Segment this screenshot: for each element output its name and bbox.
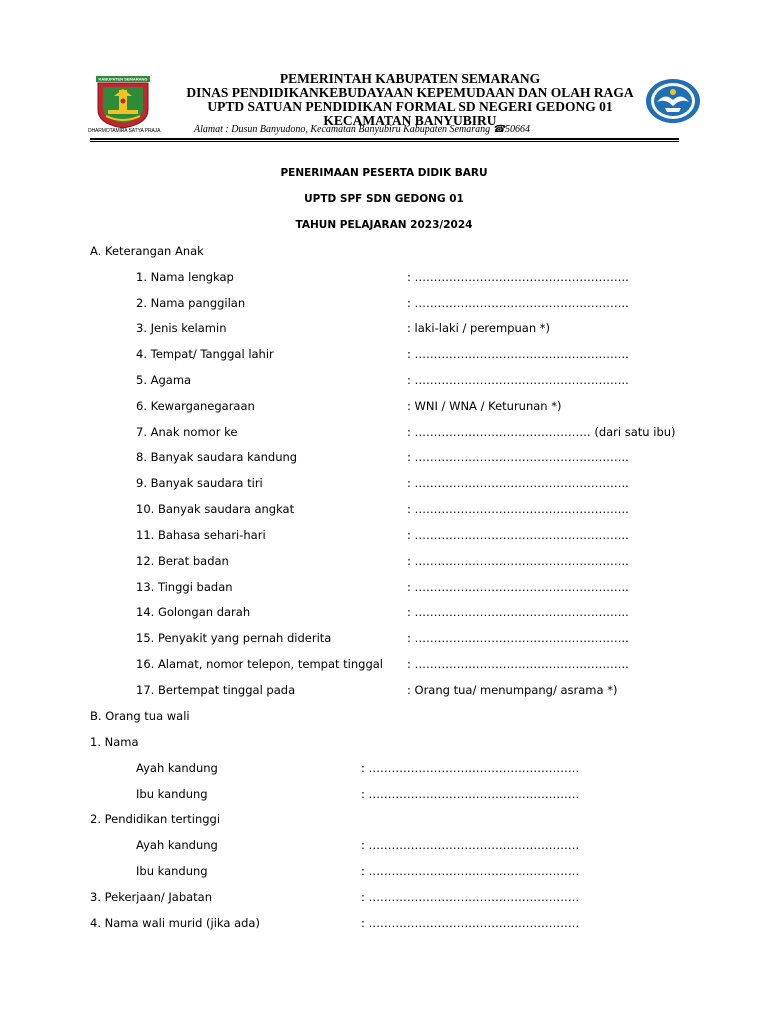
- education-heading: 2. Pendidikan tertinggi: [90, 812, 221, 826]
- field-label: 8. Banyak saudara kandung: [136, 450, 298, 464]
- field-value: : ………………………………………………..: [407, 657, 629, 671]
- field-value: : ………………………………………………..: [407, 528, 629, 542]
- field-value: : ……………………………………………….: [361, 838, 580, 852]
- letterhead-line-3: UPTD SATUAN PENDIDIKAN FORMAL SD NEGERI GEDONG 01: [207, 99, 613, 114]
- letterhead-line-2: DINAS PENDIDIKANKEBUDAYAAN KEPEMUDAAN DAN OLAH RAGA: [186, 85, 634, 100]
- field-value: : ………………………………………………..: [407, 476, 629, 490]
- field-value: : ………………………………………………..: [407, 605, 629, 619]
- letterhead-rule-thin: [90, 141, 679, 142]
- field-value: : laki-laki / perempuan *): [407, 321, 551, 335]
- field-label: 3. Pekerjaan/ Jabatan: [90, 890, 213, 904]
- field-value: : ……………………………………………….: [361, 787, 580, 801]
- field-label: 3. Jenis kelamin: [136, 321, 227, 335]
- field-value: : ………………………………………………..: [407, 580, 629, 594]
- emblem-motto: DHARMOTAMIRA SATYA PRAJA: [88, 128, 161, 134]
- parent-name-heading: 1. Nama: [90, 735, 139, 749]
- field-label: 13. Tinggi badan: [136, 580, 233, 594]
- field-value: : ……………………………………………….: [361, 890, 580, 904]
- field-label: 6. Kewarganegaraan: [136, 399, 255, 413]
- field-label: 10. Banyak saudara angkat: [136, 502, 295, 516]
- field-label: 15. Penyakit yang pernah diderita: [136, 631, 332, 645]
- field-value: : ………………………………………………..: [407, 373, 629, 387]
- field-label: 7. Anak nomor ke: [136, 425, 238, 439]
- field-label: 4. Nama wali murid (jika ada): [90, 916, 260, 930]
- emblem-banner-text: KABUPATEN SEMARANG: [98, 76, 148, 82]
- semarang-regency-emblem-icon: [88, 74, 161, 136]
- field-value: : Orang tua/ menumpang/ asrama *): [407, 683, 618, 697]
- field-label: 12. Berat badan: [136, 554, 229, 568]
- field-value: : ………………………………………………..: [407, 631, 629, 645]
- section-a-heading: A. Keterangan Anak: [90, 244, 204, 258]
- field-value: : ………………………………………………..: [407, 296, 629, 310]
- field-label: 4. Tempat/ Tanggal lahir: [136, 347, 274, 361]
- field-label: Ayah kandung: [136, 838, 218, 852]
- field-value: : ……………………………………………….: [361, 761, 580, 775]
- field-value: : ………………………………………………..: [407, 347, 629, 361]
- field-label: Ibu kandung: [136, 864, 208, 878]
- field-label: Ayah kandung: [136, 761, 218, 775]
- field-value: : ………………………………………. (dari satu ibu): [407, 425, 676, 439]
- field-label: 2. Nama panggilan: [136, 296, 246, 310]
- letterhead: [160, 72, 660, 128]
- section-b-heading: B. Orang tua wali: [90, 709, 190, 723]
- field-value: : ………………………………………………..: [407, 450, 629, 464]
- field-label: 14. Golongan darah: [136, 605, 251, 619]
- field-value: : ……………………………………………….: [361, 864, 580, 878]
- letterhead-address: Alamat : Dusun Banyudono, Kecamatan Banyubiru Kabupaten Semarang ☎50664: [194, 124, 531, 135]
- year-title: TAHUN PELAJARAN 2023/2024: [295, 219, 473, 231]
- field-value: : ………………………………………………..: [407, 270, 629, 284]
- field-label: 9. Banyak saudara tiri: [136, 476, 263, 490]
- field-label: Ibu kandung: [136, 787, 208, 801]
- field-label: 1. Nama lengkap: [136, 270, 234, 284]
- school-title: UPTD SPF SDN GEDONG 01: [304, 193, 464, 205]
- field-label: 16. Alamat, nomor telepon, tempat tinggal: [136, 657, 383, 671]
- field-label: 5. Agama: [136, 373, 192, 387]
- field-value: : ………………………………………………..: [407, 554, 629, 568]
- form-title: PENERIMAAN PESERTA DIDIK BARU: [280, 167, 488, 179]
- letterhead-rule: [90, 138, 679, 140]
- letterhead-line-1: PEMERINTAH KABUPATEN SEMARANG: [279, 71, 541, 86]
- field-label: 17. Bertempat tinggal pada: [136, 683, 296, 697]
- field-value: : ……………………………………………….: [361, 916, 580, 930]
- field-value: : ………………………………………………..: [407, 502, 629, 516]
- field-label: 11. Bahasa sehari-hari: [136, 528, 266, 542]
- field-value: : WNI / WNA / Keturunan *): [407, 399, 562, 413]
- letterhead-line-4: KECAMATAN BANYUBIRU: [323, 113, 497, 128]
